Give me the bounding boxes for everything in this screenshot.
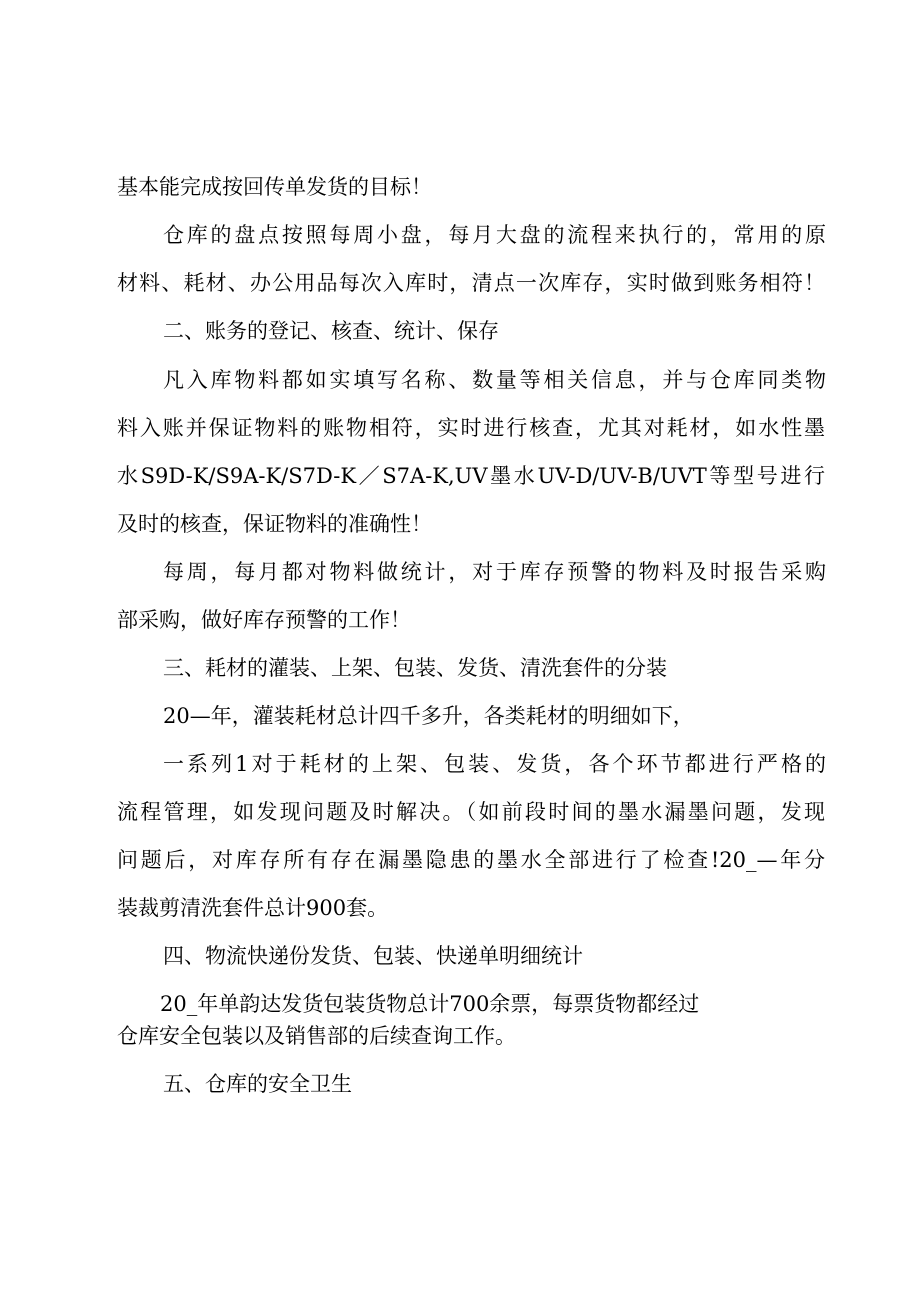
paragraph-line: 流程管理，如发现问题及时解决。（如前段时间的墨水漏墨问题，发现	[117, 800, 825, 824]
paragraph-line: 仓库的盘点按照每周小盘，每月大盘的流程来执行的，常用的原	[163, 223, 826, 247]
paragraph-line: 水S9D-K/S9A-K/S7D-K／S7A-K,UV墨水UV-D/UV-B/UVT等型号进行	[117, 464, 825, 488]
section-heading: 五、仓库的安全卫生	[163, 1072, 352, 1096]
paragraph-line: 材料、耗材、办公用品每次入库时，清点一次库存，实时做到账务相符！	[117, 271, 825, 295]
paragraph-line: 基本能完成按回传单发货的目标！	[117, 175, 432, 199]
paragraph-line: 每周，每月都对物料做统计，对于库存预警的物料及时报告采购	[163, 560, 826, 584]
paragraph-line: 凡入库物料都如实填写名称、数量等相关信息，并与仓库同类物	[163, 368, 826, 392]
section-heading: 二、账务的登记、核查、统计、保存	[163, 319, 499, 343]
paragraph-line: 仓库安全包装以及销售部的后续查询工作。	[117, 1024, 516, 1048]
paragraph-line: 及时的核查，保证物料的准确性！	[117, 512, 432, 536]
section-heading: 四、物流快递份发货、包装、快递单明细统计	[163, 944, 583, 968]
paragraph-line: 一系列1对于耗材的上架、包装、发货，各个环节都进行严格的	[163, 752, 826, 776]
section-heading: 三、耗材的灌装、上架、包装、发货、清洗套件的分装	[163, 656, 667, 680]
paragraph-line: 20_年单韵达发货包装货物总计700余票，每票货物都经过	[160, 992, 700, 1016]
paragraph-line: 料入账并保证物料的账物相符，实时进行核查，尤其对耗材，如水性墨	[117, 416, 825, 440]
paragraph-line: 装裁剪清洗套件总计900套。	[117, 896, 389, 920]
paragraph-line: 部采购，做好库存预警的工作！	[117, 608, 411, 632]
paragraph-line: 问题后，对库存所有存在漏墨隐患的墨水全部进行了检查!20_—年分	[117, 848, 825, 872]
paragraph-line: 20—年，灌装耗材总计四千多升，各类耗材的明细如下，	[163, 704, 694, 728]
